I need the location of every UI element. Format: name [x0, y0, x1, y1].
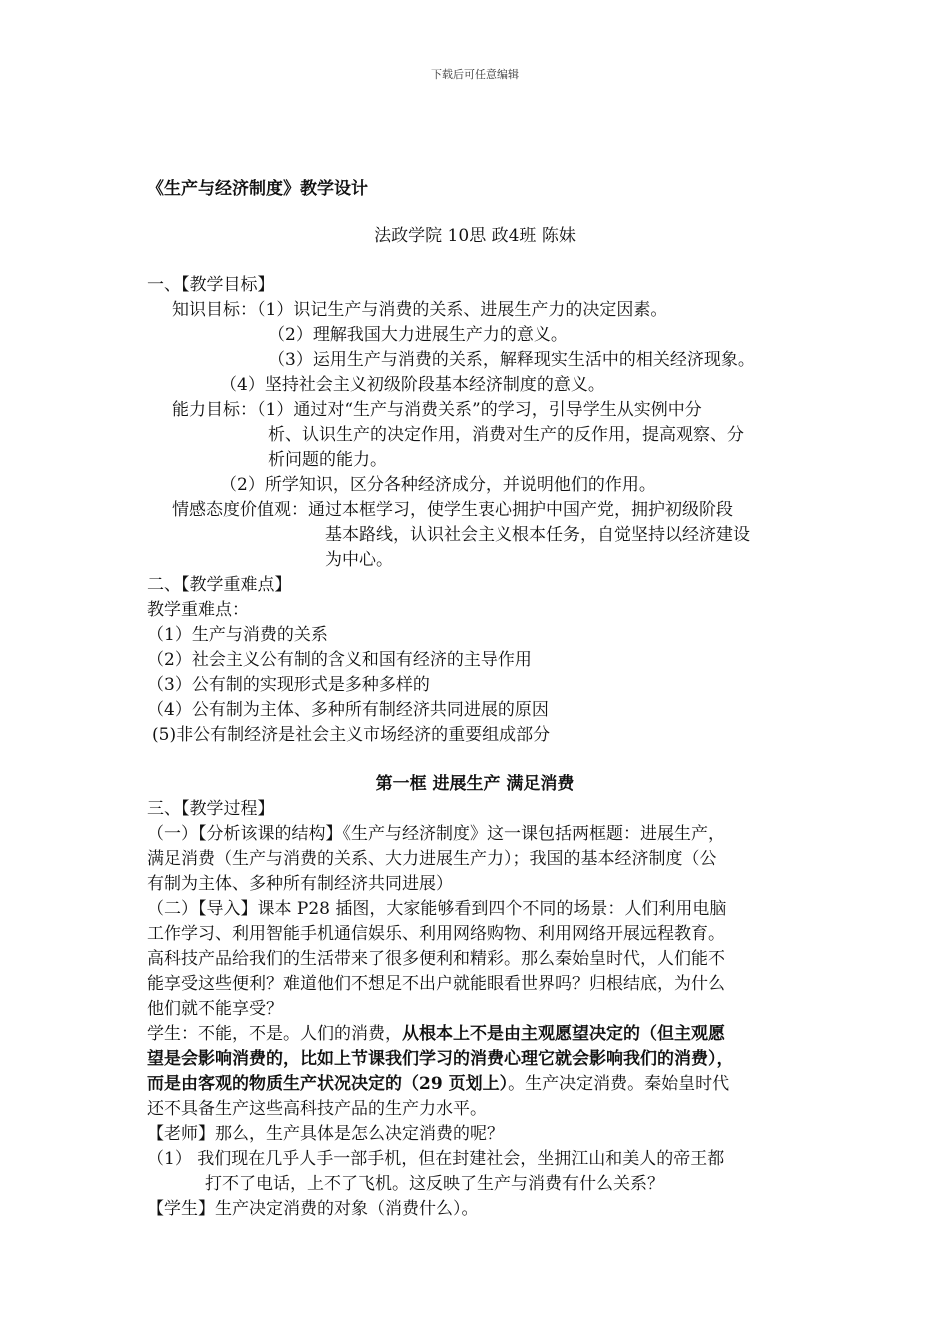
paragraph-line: （二）【导入】课本 P28 插图，大家能够看到四个不同的场景：人们利用电脑: [147, 899, 727, 919]
paragraph-line: 高科技产品给我们的生活带来了很多便利和精彩。那么秦始皇时代，人们能不: [147, 949, 725, 969]
emotion-goal-end: 为中心。: [325, 550, 393, 570]
paragraph-line: 满足消费（生产与消费的关系、大力进展生产力）；我国的基本经济制度（公: [147, 849, 717, 869]
frame-title: 第一框 进展生产 满足消费: [375, 774, 575, 794]
ability-goal-1-end: 析问题的能力。: [268, 450, 387, 470]
paragraph-line: （一）【分析该课的结构】《生产与经济制度》这一课包括两框题：进展生产，: [147, 824, 725, 844]
student-answer-line: [147, 1047, 734, 1072]
section-heading-process: 三、【教学过程】: [147, 799, 275, 819]
answer-emphasis: 望是会影响消费的，比如上节课我们学习的消费心理它就会影响我们的消费），: [147, 1049, 734, 1069]
key-point-item: （2）社会主义公有制的含义和国有经济的主导作用: [147, 650, 532, 670]
answer-emphasis: 而是由客观的物质生产状况决定的（29 页划上）: [147, 1074, 509, 1094]
paragraph-line: 有制为主体、多种所有制经济共同进展）: [147, 874, 453, 894]
ability-goal-1-cont: 析、认识生产的决定作用，消费对生产的反作用，提高观察、分: [268, 425, 744, 445]
student-reply: 【学生】生产决定消费的对象（消费什么）。: [147, 1199, 479, 1219]
student-answer-line: 还不具备生产这些高科技产品的生产力水平。: [147, 1099, 487, 1119]
answer-text: 。生产决定消费。秦始皇时代: [508, 1074, 730, 1094]
key-point-item: （3）公有制的实现形式是多种多样的: [147, 675, 430, 695]
key-point-item: （1）生产与消费的关系: [147, 625, 328, 645]
author-line: 法政学院 10思 政4班 陈妹: [374, 226, 576, 246]
ability-goal-2: （2）所学知识，区分各种经济成分，并说明他们的作用。: [220, 475, 656, 495]
emotion-goal-cont: 基本路线，认识社会主义根本任务，自觉坚持以经济建设: [325, 525, 750, 545]
knowledge-goal-4: （4）坚持社会主义初级阶段基本经济制度的意义。: [220, 375, 605, 395]
question-item: （1） 我们现在几乎人手一部手机，但在封建社会，坐拥江山和美人的帝王都: [147, 1149, 725, 1169]
section-heading-objectives: 一、【教学目标】: [147, 275, 275, 295]
paragraph-line: 工作学习、利用智能手机通信娱乐、利用网络购物、利用网络开展远程教育。: [147, 924, 725, 944]
knowledge-goal-3: （3）运用生产与消费的关系，解释现实生活中的相关经济现象。: [268, 350, 755, 370]
answer-text: 学生：不能，不是。人们的消费，: [147, 1024, 402, 1044]
section-heading-key-points: 二、【教学重难点】: [147, 575, 292, 595]
document-title: 《生产与经济制度》教学设计: [147, 179, 368, 199]
key-point-item: （4）公有制为主体、多种所有制经济共同进展的原因: [147, 700, 549, 720]
student-answer-line: [147, 1072, 729, 1097]
knowledge-goal-2: （2）理解我国大力进展生产力的意义。: [268, 325, 568, 345]
key-points-label: 教学重难点：: [147, 600, 249, 620]
question-item-cont: 打不了电话，上不了飞机。这反映了生产与消费有什么关系？: [205, 1174, 664, 1194]
student-answer-line: [147, 1022, 725, 1047]
paragraph-line: 能享受这些便利？难道他们不想足不出户就能眼看世界吗？归根结底，为什么: [147, 974, 725, 994]
paragraph-line: 他们就不能享受？: [147, 999, 283, 1019]
answer-emphasis: 从根本上不是由主观愿望决定的（但主观愿: [402, 1024, 725, 1044]
key-point-item: (5)非公有制经济是社会主义市场经济的重要组成部分: [152, 725, 551, 745]
knowledge-goal-1: 知识目标：（1）识记生产与消费的关系、进展生产力的决定因素。: [172, 300, 668, 320]
teacher-question: 【老师】那么，生产具体是怎么决定消费的呢？: [147, 1124, 504, 1144]
emotion-goal: 情感态度价值观：通过本框学习，使学生衷心拥护中国产党，拥护初级阶段: [172, 500, 733, 520]
ability-goal-1: 能力目标：（1）通过对“生产与消费关系”的学习，引导学生从实例中分: [172, 400, 702, 420]
page-header: 下载后可任意编辑: [431, 68, 519, 81]
